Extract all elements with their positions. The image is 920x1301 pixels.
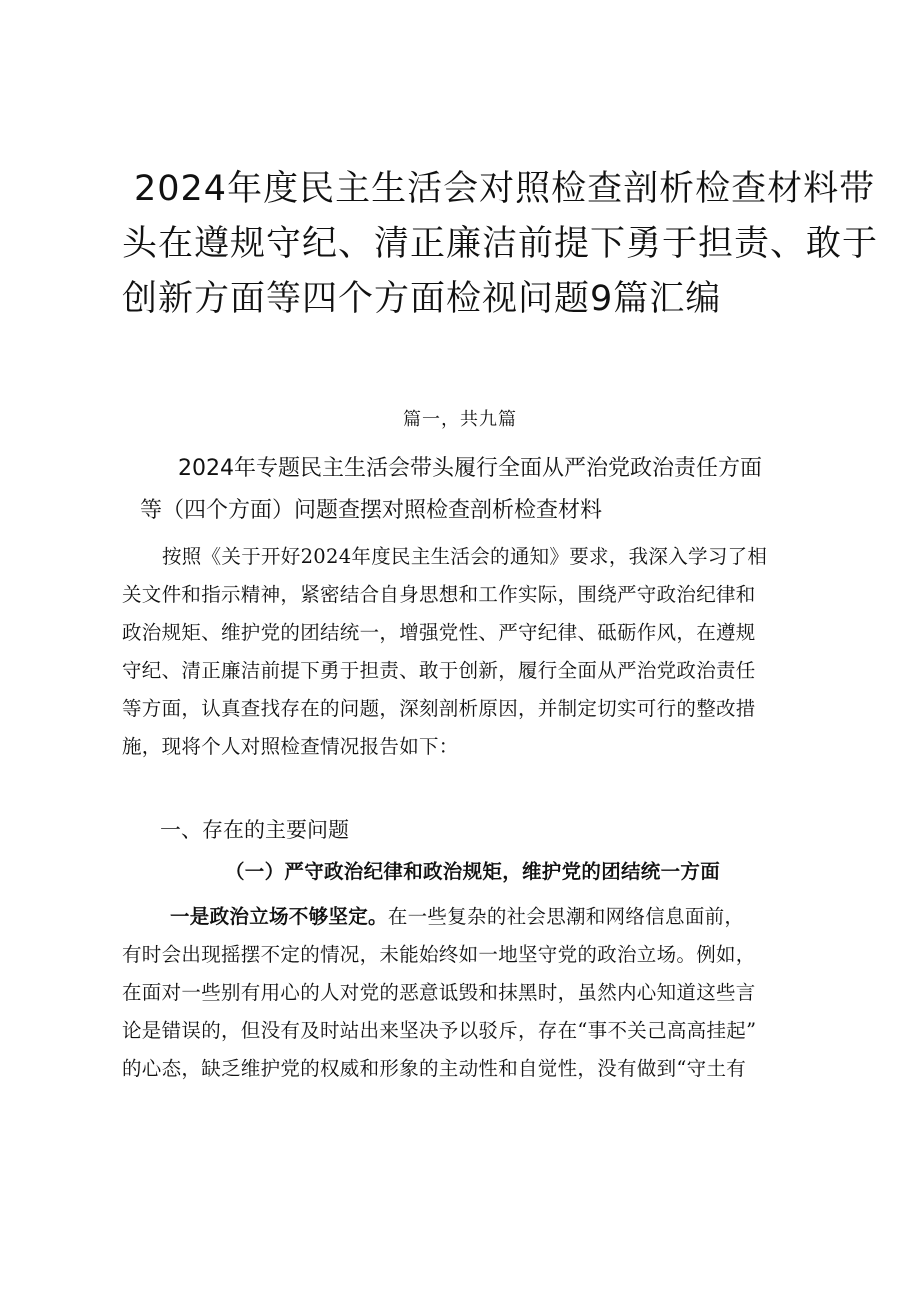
paragraph-line: 等方面，认真查找存在的问题，深刻剖析原因，并制定切实可行的整改措: [122, 697, 756, 720]
title-line: 2024年度民主生活会对照检查剖析检查材料带: [134, 169, 876, 209]
problem-paragraph: [122, 898, 812, 1088]
subtitle-line: 2024年专题民主生活会带头履行全面从严治党政治责任方面: [178, 456, 762, 481]
title-line: 头在遵规守纪、清正廉洁前提下勇于担责、敢于: [122, 224, 879, 264]
paragraph-line: 的心态，缺乏维护党的权威和形象的主动性和自觉性，没有做到“守土有: [122, 1057, 747, 1080]
paragraph-line: 有时会出现摇摆不定的情况，未能始终如一地坚守党的政治立场。例如，: [122, 943, 756, 966]
paragraph-line: 施，现将个人对照检查情况报告如下：: [122, 735, 459, 758]
subtitle-line: 等（四个方面）问题查摆对照检查剖析检查材料: [140, 498, 603, 523]
point-first-rest: 在一些复杂的社会思潮和网络信息面前，: [387, 905, 745, 928]
paragraph-line: 关文件和指示精神，紧密结合自身思想和工作实际，围绕严守政治纪律和: [122, 583, 756, 606]
subsection-heading: （一）严守政治纪律和政治规矩，维护党的团结统一方面: [225, 860, 721, 883]
section-heading: 一、存在的主要问题: [160, 818, 349, 842]
paragraph-line: [122, 898, 812, 936]
paragraph-line: 在面对一些别有用心的人对党的恶意诋毁和抹黑时，虽然内心知道这些言: [122, 981, 756, 1004]
title-line: 创新方面等四个方面检视问题9篇汇编: [122, 279, 722, 319]
intro-paragraph: [122, 538, 812, 766]
paragraph-line: 守纪、清正廉洁前提下勇于担责、敢于创新，履行全面从严治党政治责任: [122, 659, 756, 682]
paragraph-line: 按照《关于开好2024年度民主生活会的通知》要求，我深入学习了相: [162, 545, 768, 568]
document-title: [122, 162, 879, 327]
point-lead: 一是政治立场不够坚定。: [170, 905, 388, 928]
article-subtitle: [140, 448, 830, 532]
paragraph-line: 论是错误的，但没有及时站出来坚决予以驳斥，存在“事不关己高高挂起”: [122, 1019, 757, 1042]
section-label: 篇一，共九篇: [403, 409, 517, 430]
paragraph-line: 政治规矩、维护党的团结统一，增强党性、严守纪律、砥砺作风，在遵规: [122, 621, 756, 644]
